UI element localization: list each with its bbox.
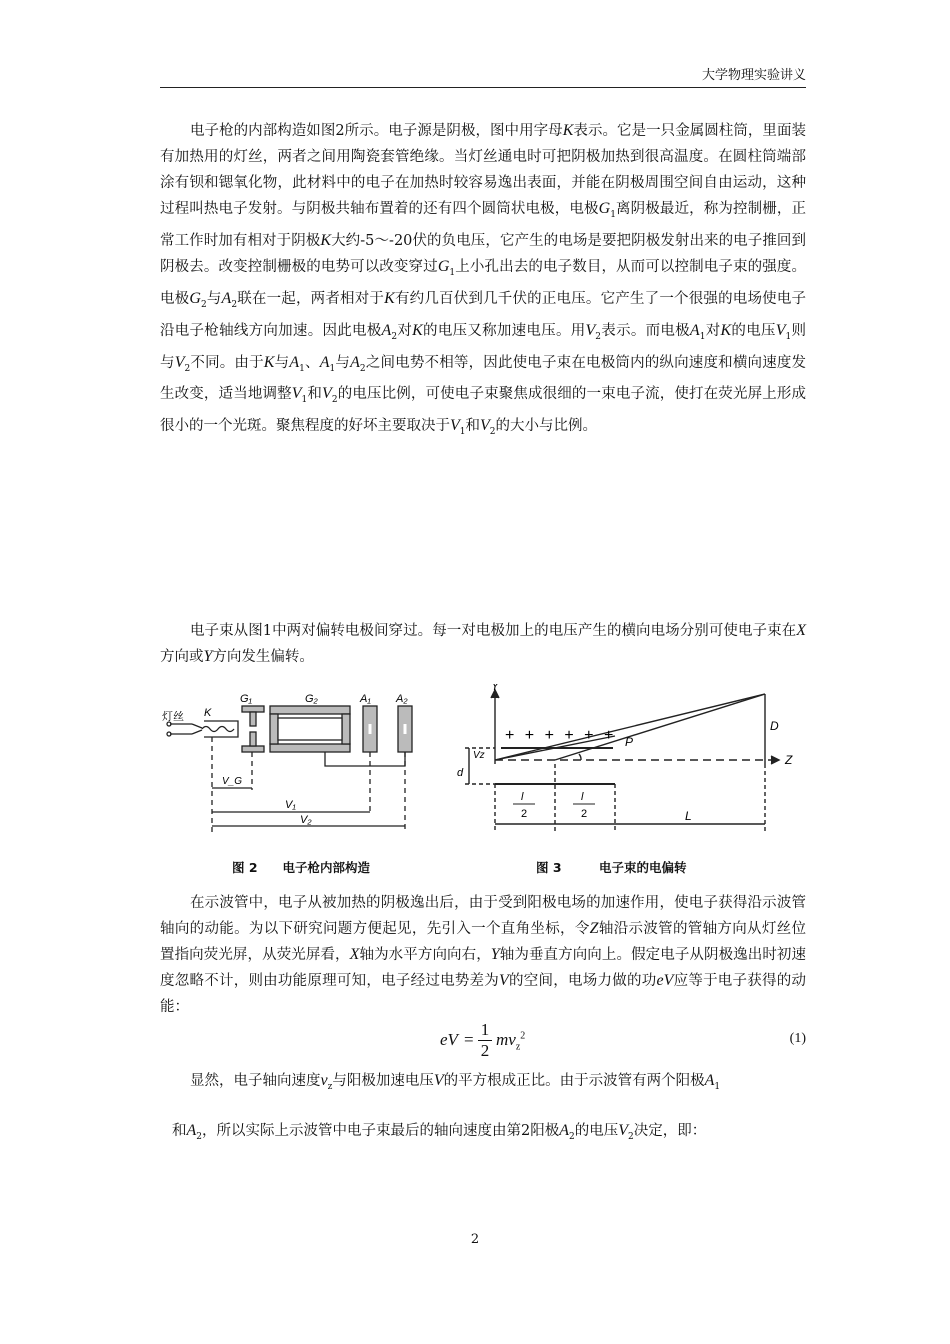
figure3-caption: 图 3 电子束的电偏转: [536, 860, 687, 875]
label-2-right: 2: [581, 808, 588, 820]
label-A1: A₁: [360, 693, 371, 705]
deflection-diagram: [455, 684, 800, 834]
label-A2: A₂: [396, 693, 408, 705]
label-VG: V_G: [222, 776, 243, 787]
label-filament: 灯丝: [162, 711, 184, 723]
label-Z: Z: [785, 753, 793, 767]
label-P: P: [625, 735, 634, 749]
label-L: L: [685, 809, 692, 823]
paragraph-electron-gun: 电子枪的内部构造如图2所示。电子源是阴极，图中用字母K表示。它是一只金属圆柱筒，里面装有加热用的灯丝，两者之间用陶瓷套管绝缘。当灯丝通电时可把阴极加热到很高温度。在圆柱筒端部涂有钡和锶氧化物，此材料中的电子在加热时较容易逸出表面，并能在阴极周围空间自由运动，这种过程叫热电子发射。与阴极共轴布置着的还有四个圆筒状电极，电极$G_1$离阴极最近，称为控制栅，正常工作时加有相对于阴极K大约-5～-20伏的负电压，它产生的电场是要把阴极发射出来的电子推回到阴极去。改变控制栅极的电势可以改变穿过$G_1$上小孔出去的电子数目，从而可以控制电子束的强度。电极$G_2$与$A_2$联在一起，两者相对于K有约几百伏到几千伏的正电压。它产生了一个很强的电场使电子沿电子枪轴线方向加速。因此电极$A_2$对K的电压又称加速电压。用$V_2$表示。而电极$A_1$对K的电压$V_1$则与$V_2$不同。由于K与$A_1$、$A_1$与$A_2$之间电势不相等，因此使电子束在电极筒内的纵向速度和横向速度发生改变，适当地调整$V_1$和$V_2$的电压比例，可使电子束聚焦成很细的一束电子流，使打在荧光屏上形成很小的一个光斑。聚焦程度的好坏主要取决于$V_1$和$V_2$的大小与比例。: [160, 122, 807, 438]
page-number: 2: [470, 1232, 480, 1247]
paragraph-kinetic-energy: 在示波管中，电子从被加热的阴极逸出后，由于受到阳极电场的加速作用，使电子获得沿示波管轴向的动能。为以下研究问题方便起见，先引入一个直角坐标，令Z轴沿示波管的管轴方向从灯丝位置指向荧光屏，从荧光屏看，X轴为水平方向向右，Y轴为垂直方向向上。假定电子从阴极逸出时初速度忽略不计，则由功能原理可知，电子经过电势差为V的空间，电场力做的功eV应等于电子获得的动能：: [160, 895, 807, 1015]
figure-electric-deflection: [455, 684, 800, 834]
label-d: d: [457, 767, 464, 779]
label-plus-charges: + + + + + +: [505, 727, 617, 744]
equation-number: (1): [789, 1031, 806, 1046]
equation-1: eV = 1 2 $mv_z^2$ (1): [440, 1020, 806, 1060]
label-K: K: [204, 707, 212, 719]
paragraph-deflection: 电子束从图1中两对偏转电极间穿过。每一对电极加上的电压产生的横向电场分别可使电子束在X方向或Y方向发生偏转。: [160, 622, 806, 665]
label-l-left: l: [521, 791, 524, 803]
page-header: [160, 64, 806, 88]
figure2-caption: 图 2 电子枪内部构造: [232, 860, 371, 875]
label-G1: G₁: [240, 693, 253, 705]
label-D: D: [770, 719, 779, 733]
label-l-right: l: [581, 791, 584, 803]
paragraph-axial-velocity: 显然，电子轴向速度$v_z$与阳极加速电压V的平方根成正比。由于示波管有两个阳极$A_1$: [190, 1072, 721, 1092]
label-V2: V₂: [300, 814, 312, 826]
electron-gun-diagram: [160, 684, 430, 834]
label-V1: V₁: [285, 799, 296, 811]
label-G2: G₂: [305, 693, 318, 705]
header-title: 大学物理实验讲义: [701, 68, 806, 83]
label-Vz: Vz: [473, 750, 485, 761]
label-2-left: 2: [521, 808, 528, 820]
paragraph-second-anode: 和$A_2$，所以实际上示波管中电子束最后的轴向速度由第2阳极$A_2$的电压$V_2$决定，即：: [172, 1122, 707, 1142]
figure-electron-gun: [160, 684, 430, 834]
label-Y: Y: [491, 684, 500, 693]
